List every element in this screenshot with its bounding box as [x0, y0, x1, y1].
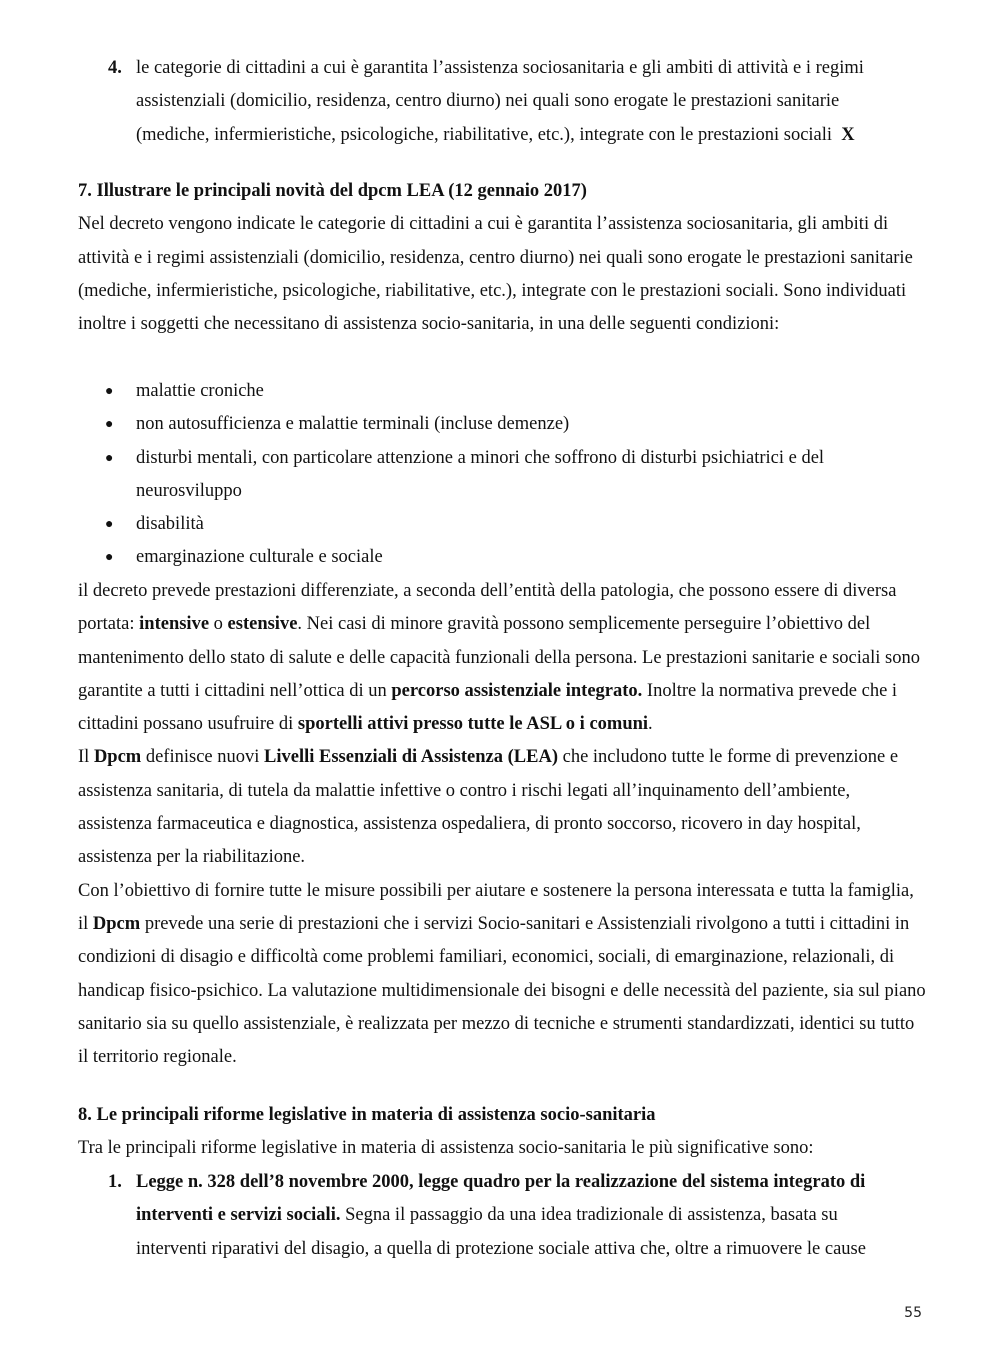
- list-item-text: le categorie di cittadini a cui è garantita l’assistenza sociosanitaria e gli ambiti di attività e i regimi assistenziali (domicilio, residenza, centro diurno) nei quali sono erogate le prestazioni sanitarie (mediche, infermieristiche, psicologiche, riabilitative, etc.), integrate con le prestazioni sociali X: [136, 58, 864, 145]
- paragraph-lea: Il Dpcm definisce nuovi Livelli Essenziali di Assistenza (LEA) che includono tutte le forme di prevenzione e assistenza sanitaria, di tutela da malattie infettive o contro i rischi legati all’inquinamento dell’ambiente, assistenza farmaceutica e diagnostica, assistenza ospedaliera, di pronto soccorso, ricovero in day hospital, assistenza per la riabilitazione.: [78, 747, 899, 868]
- section-7-body: [78, 575, 928, 1074]
- list-item: ● disturbi mentali, con particolare attenzione a minori che soffrono di disturbi psichiatrici e del neurosviluppo: [105, 442, 905, 509]
- section-intro: Tra le principali riforme legislative in materia di assistenza socio-sanitaria le più significative sono:: [78, 1138, 814, 1159]
- list-item: ● non autosufficienza e malattie terminali (incluse demenze): [105, 408, 905, 441]
- list-item: ● emarginazione culturale e sociale: [105, 541, 905, 574]
- section-8: [78, 1099, 928, 1166]
- bullet-icon: ●: [105, 450, 114, 466]
- page-number: 55: [904, 1305, 922, 1321]
- list-item-text: Legge n. 328 dell’8 novembre 2000, legge quadro per la realizzazione del sistema integrato di interventi e servizi sociali. Segna il passaggio da una idea tradizionale di assistenza, basata su interventi riparativi del disagio, a quella di protezione sociale attiva che, oltre a rimuovere le cause: [136, 1172, 866, 1259]
- conditions-list: [105, 375, 905, 575]
- bullet-icon: ●: [105, 417, 114, 433]
- list-item: ● disabilità: [105, 508, 905, 541]
- section-7: [78, 175, 928, 341]
- section-heading: 7. Illustrare le principali novità del dpcm LEA (12 gennaio 2017): [78, 181, 587, 201]
- list-item: ● malattie croniche: [105, 375, 905, 408]
- list-number: 1.: [108, 1172, 122, 1192]
- bullet-icon: ●: [105, 550, 114, 566]
- paragraph-prestazioni: il decreto prevede prestazioni differenziate, a seconda dell’entità della patologia, che possono essere di diversa portata: intensive o estensive. Nei casi di minore gravità possono semplicemente perseguire l’obiettivo del mantenimento dello stato di salute e delle capacità funzionali della persona. Le prestazioni sanitarie e sociali sono garantite a tutti i cittadini nell’ottica di un percorso assistenziale integrato. Inoltre la normativa prevede che i cittadini possano usufruire di sportelli attivi presso tutte le ASL o i comuni.: [78, 581, 920, 735]
- list-item-1: [108, 1166, 913, 1266]
- section-intro: Nel decreto vengono indicate le categorie di cittadini a cui è garantita l’assistenza sociosanitaria, gli ambiti di attività e i regimi assistenziali (domicilio, residenza, centro diurno) nei quali sono erogate le prestazioni sanitarie (mediche, infermieristiche, psicologiche, riabilitative, etc.), integrate con le prestazioni sociali. Sono individuati inoltre i soggetti che necessitano di assistenza socio-sanitaria, in una delle seguenti condizioni:: [78, 214, 913, 335]
- list-item-4: [108, 52, 913, 152]
- answer-mark: X: [841, 124, 855, 145]
- list-number: 4.: [108, 58, 122, 78]
- section-heading: 8. Le principali riforme legislative in materia di assistenza socio-sanitaria: [78, 1105, 656, 1125]
- bullet-icon: ●: [105, 384, 114, 399]
- paragraph-servizi: Con l’obiettivo di fornire tutte le misure possibili per aiutare e sostenere la persona interessata e tutta la famiglia, il Dpcm prevede una serie di prestazioni che i servizi Socio-sanitari e Assistenziali rivolgono a tutti i cittadini in condizioni di disagio e difficoltà come problemi familiari, economici, sociali, di emarginazione, relazionali, di handicap fisico-psichico. La valutazione multidimensionale dei bisogni e delle necessità del paziente, sia sul piano sanitario sia su quello assistenziale, è realizzata per mezzo di tecniche e strumenti standardizzati, identici su tutto il territorio regionale.: [78, 880, 926, 1068]
- bullet-icon: ●: [105, 517, 114, 533]
